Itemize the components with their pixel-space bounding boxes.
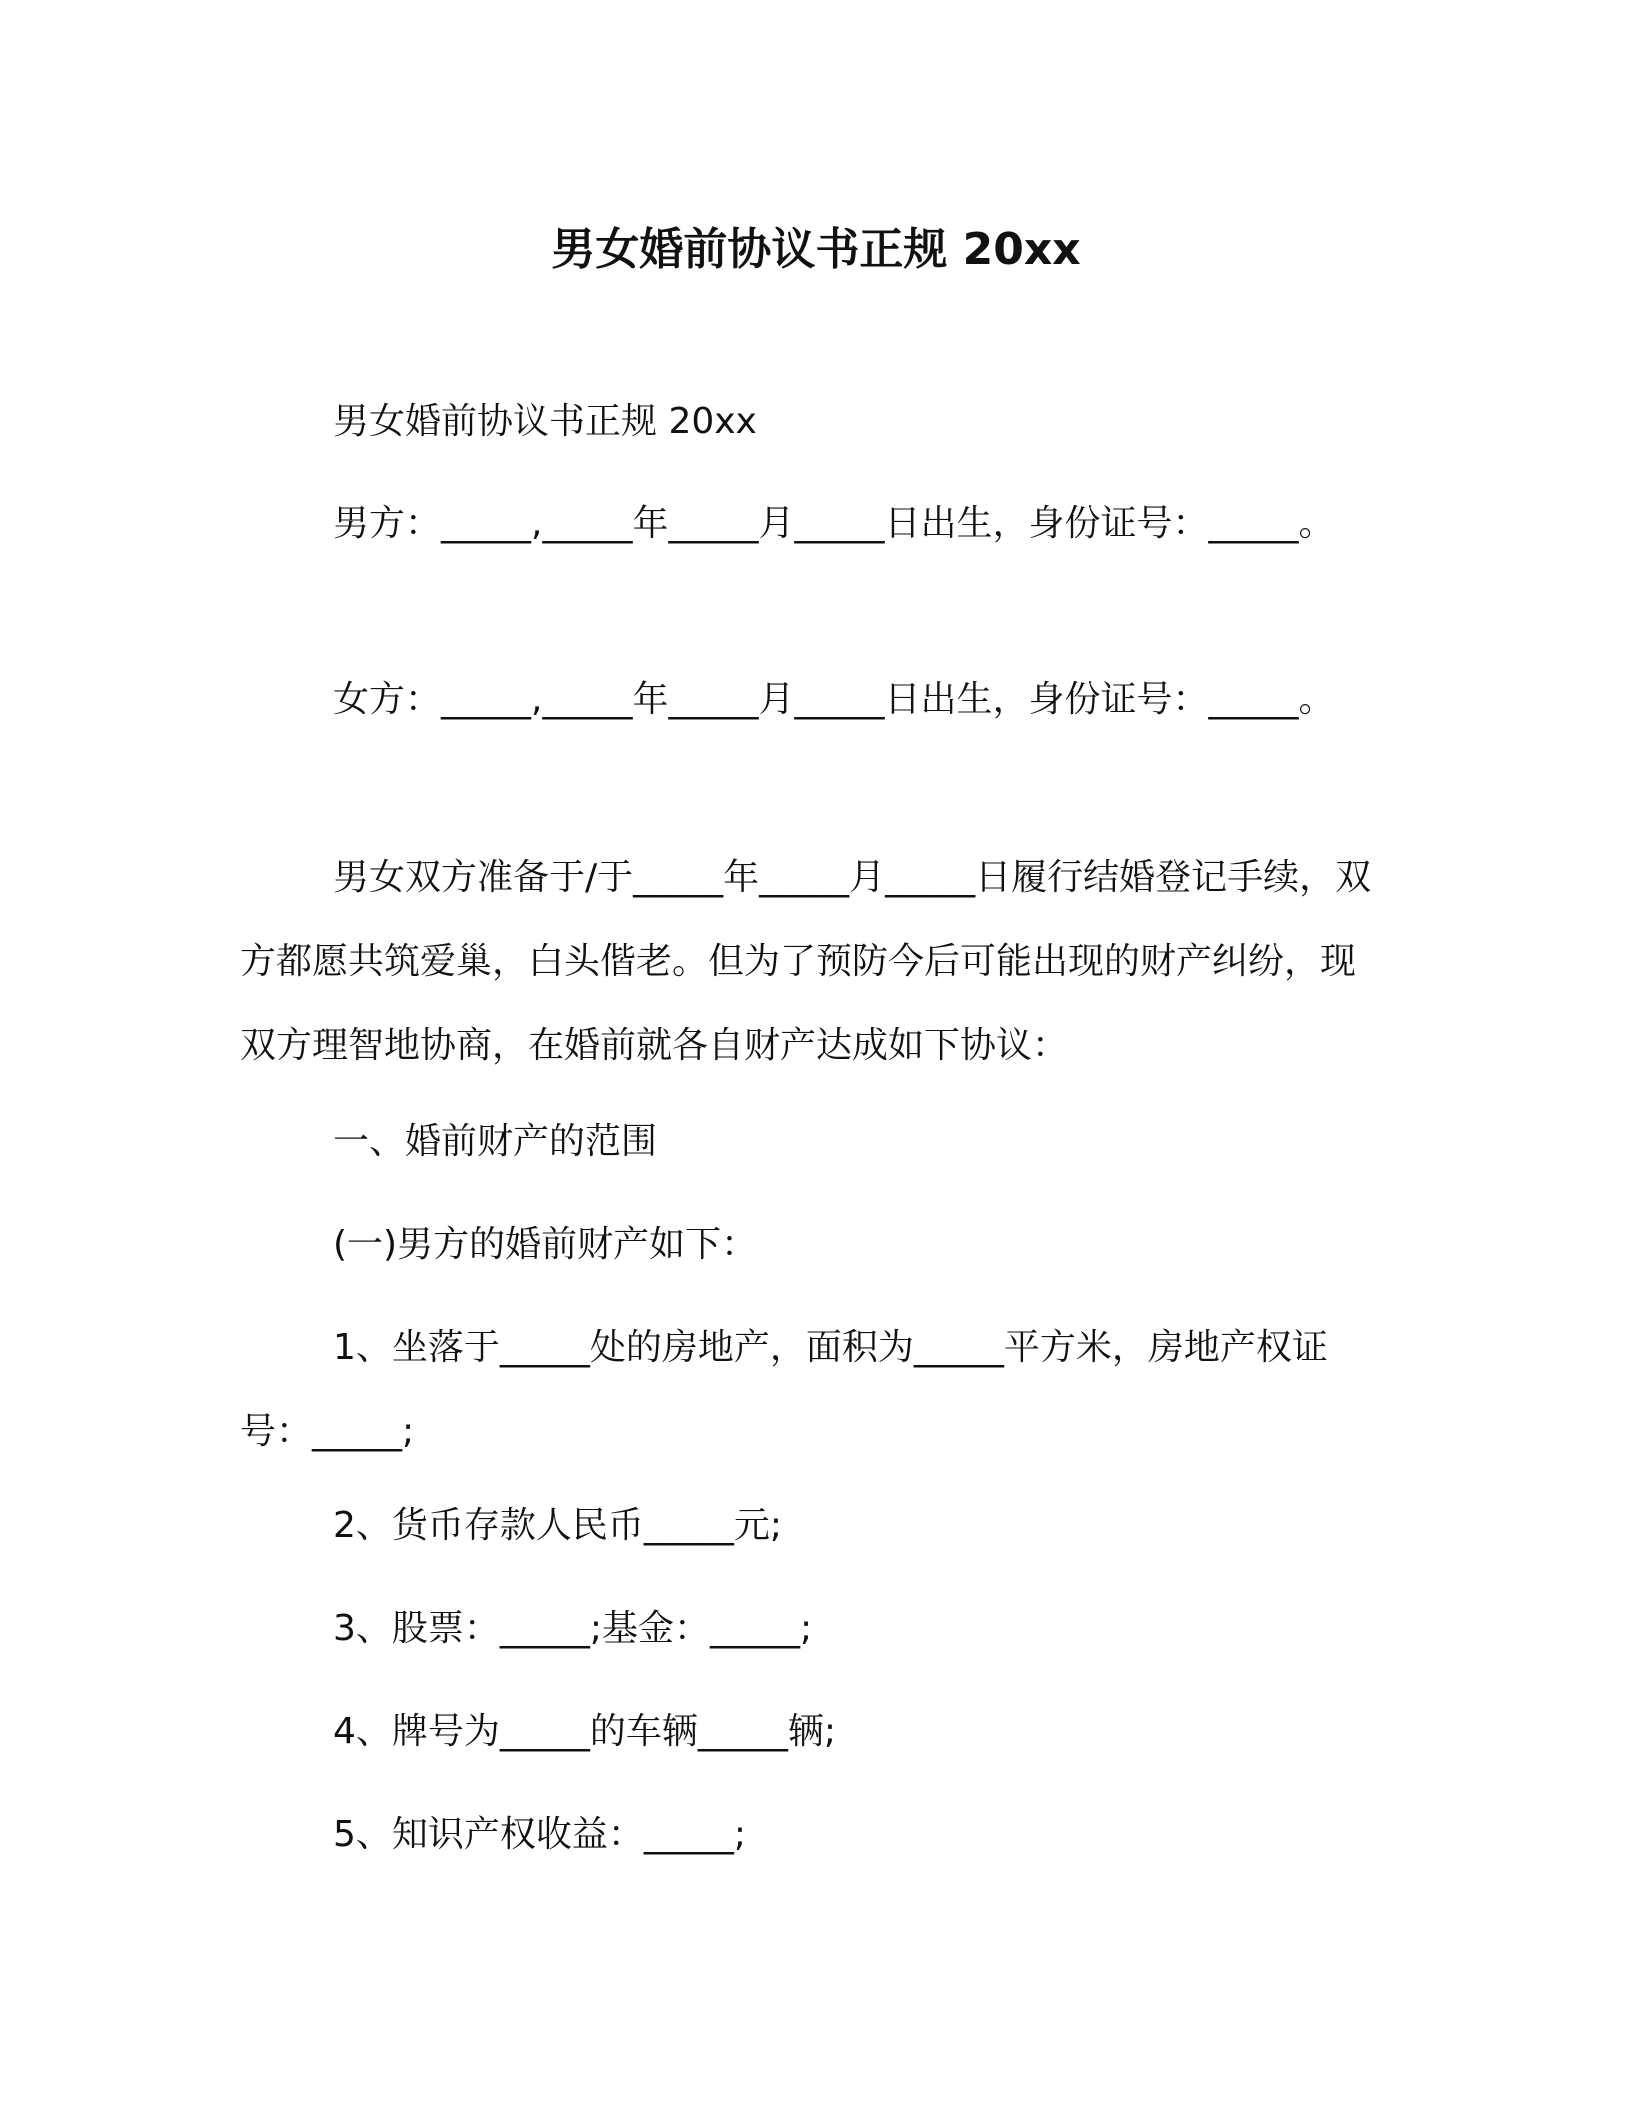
subsection-male-assets: (一)男方的婚前财产如下：	[333, 1224, 758, 1265]
section-heading-1: 一、婚前财产的范围	[333, 1121, 658, 1162]
list-item-4: 4、牌号为_____的车辆_____辆;	[333, 1711, 837, 1752]
list-item-1: 1、坐落于_____处的房地产，面积为_____平方米，房地产权证号：_____;	[240, 1327, 1328, 1452]
paragraph-heading: 男女婚前协议书正规 20xx	[333, 401, 757, 442]
paragraph-intro: 男女双方准备于/于_____年_____月_____日履行结婚登记手续，双方都愿共筑爱巢，白头偕老。但为了预防今后可能出现的财产纠纷，现双方理智地协商，在婚前就各自财产达成如下协议：	[240, 857, 1372, 1066]
list-item-5: 5、知识产权收益：_____;	[333, 1814, 747, 1855]
list-item-2: 2、货币存款人民币_____元;	[333, 1505, 783, 1546]
list-item-3: 3、股票：_____;基金：_____;	[333, 1608, 813, 1649]
paragraph-male-info: 男方：_____,_____年_____月_____日出生，身份证号：_____。	[333, 503, 1335, 544]
document-title: 男女婚前协议书正规 20xx	[551, 224, 1081, 275]
paragraph-female-info: 女方：_____,_____年_____月_____日出生，身份证号：_____。	[333, 679, 1335, 720]
